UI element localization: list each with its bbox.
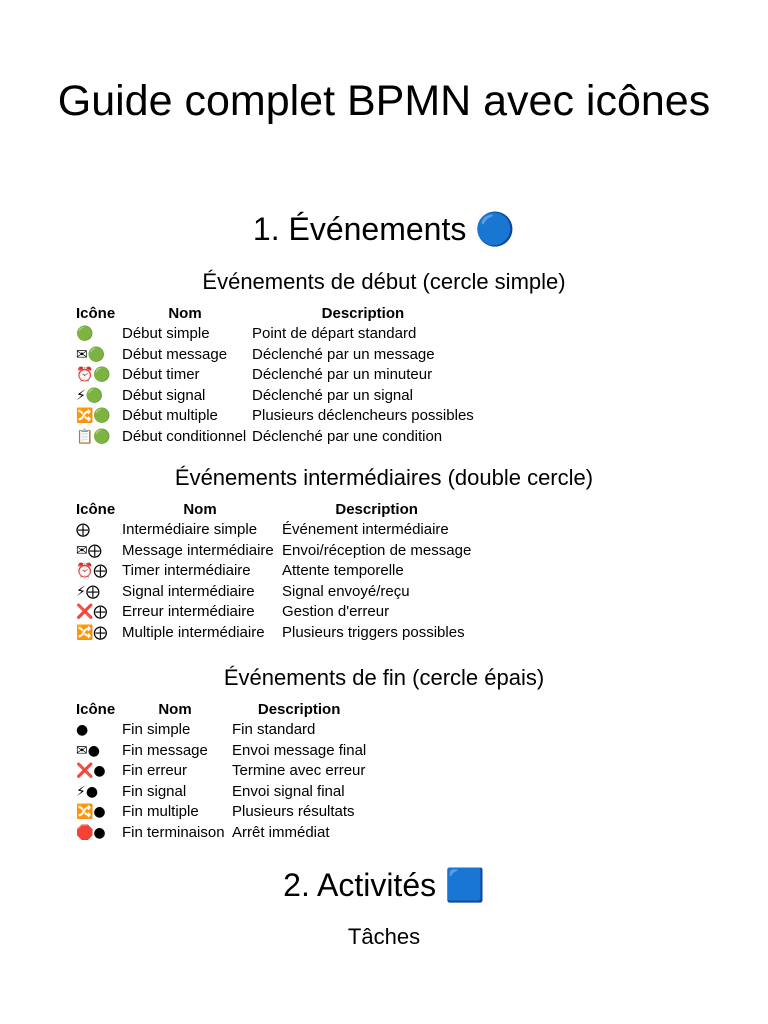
table-row (74, 386, 476, 407)
event-name: Début timer (122, 366, 200, 384)
table-row (74, 406, 476, 427)
document-title: Guide complet BPMN avec icônes (57, 77, 711, 125)
event-description: Envoi signal final (232, 782, 345, 800)
conditional-start-icon: 📋🟢 (76, 428, 111, 445)
table-row (74, 602, 473, 623)
event-name: Fin message (122, 741, 208, 759)
event-description: Envoi/réception de message (282, 541, 472, 559)
section-heading-activities: 2. Activités 🟦 (283, 867, 485, 903)
event-description: Déclenché par une condition (252, 427, 443, 445)
event-name: Multiple intermédiaire (122, 623, 265, 641)
event-name: Début conditionnel (122, 427, 247, 445)
event-name: Fin signal (122, 782, 187, 800)
event-name: Fin multiple (122, 803, 199, 821)
start-events-table (74, 304, 476, 448)
message-intermediate-icon: ✉⨁ (76, 542, 102, 559)
signal-end-icon: ⚡● (76, 783, 99, 800)
table-row (74, 345, 476, 366)
event-description: Envoi message final (232, 741, 367, 759)
event-description: Attente temporelle (282, 562, 404, 580)
multiple-intermediate-icon: 🔀⨁ (76, 624, 108, 641)
table-header-row (74, 700, 368, 720)
event-description: Plusieurs résultats (232, 803, 355, 821)
message-end-icon: ✉● (76, 742, 100, 759)
event-name: Début message (122, 345, 228, 363)
signal-start-icon: ⚡🟢 (76, 387, 104, 404)
intermediate-events-table (74, 500, 473, 644)
column-header-description: Description (257, 701, 341, 718)
table-row (74, 541, 473, 562)
end-events-table (74, 700, 368, 844)
event-description: Point de départ standard (252, 325, 417, 342)
event-description: Signal envoyé/reçu (282, 582, 410, 600)
column-header-description: Description (321, 305, 405, 322)
event-description: Plusieurs déclencheurs possibles (252, 407, 474, 425)
event-name: Intermédiaire simple (122, 521, 258, 538)
event-name: Début simple (122, 325, 210, 342)
event-name: Début signal (122, 386, 206, 404)
table-heading-end-events: Événements de fin (cercle épais) (223, 665, 545, 690)
column-header-icon: Icône (76, 501, 116, 518)
end-event-icon: ● (76, 722, 89, 738)
event-name: Timer intermédiaire (122, 562, 251, 580)
table-row (74, 802, 368, 823)
column-header-icon: Icône (76, 701, 116, 718)
table-header-row (74, 500, 473, 520)
table-row (74, 582, 473, 603)
column-header-name: Nom (183, 501, 217, 518)
table-row (74, 623, 473, 644)
event-name: Signal intermédiaire (122, 582, 255, 600)
table-heading-intermediate-events: Événements intermédiaires (double cercle) (174, 465, 594, 490)
event-description: Déclenché par un message (252, 345, 435, 363)
table-header-row (74, 304, 476, 324)
multiple-start-icon: 🔀🟢 (76, 408, 111, 425)
table-row (74, 427, 476, 448)
start-event-icon: 🟢 (76, 326, 94, 342)
event-name: Fin simple (122, 721, 191, 738)
event-description: Déclenché par un minuteur (252, 366, 433, 384)
event-name: Fin terminaison (122, 823, 225, 841)
table-row (74, 324, 476, 345)
column-header-name: Nom (158, 701, 192, 718)
event-name: Message intermédiaire (122, 541, 274, 559)
table-row (74, 782, 368, 803)
column-header-name: Nom (168, 305, 202, 322)
event-description: Déclenché par un signal (252, 386, 413, 404)
error-intermediate-icon: ❌⨁ (76, 604, 108, 621)
message-start-icon: ✉🟢 (76, 346, 106, 363)
table-row (74, 823, 368, 844)
event-description: Gestion d'erreur (282, 603, 390, 621)
event-name: Erreur intermédiaire (122, 603, 255, 621)
subsection-heading-tasks: Tâches (347, 924, 421, 949)
intermediate-event-icon: ⨁ (76, 522, 90, 538)
table-row (74, 761, 368, 782)
table-row (74, 365, 476, 386)
error-end-icon: ❌● (76, 763, 106, 780)
column-header-icon: Icône (76, 305, 116, 322)
timer-start-icon: ⏰🟢 (76, 367, 111, 384)
event-description: Arrêt immédiat (232, 823, 330, 841)
table-row (74, 520, 473, 541)
section-heading-events: 1. Événements 🔵 (252, 211, 516, 247)
table-heading-start-events: Événements de début (cercle simple) (202, 269, 566, 294)
terminate-end-icon: 🛑● (76, 824, 106, 841)
table-row (74, 720, 368, 741)
column-header-description: Description (335, 501, 418, 518)
event-name: Fin erreur (122, 762, 188, 780)
event-name: Début multiple (122, 407, 218, 425)
event-description: Événement intermédiaire (282, 521, 449, 538)
event-description: Plusieurs triggers possibles (282, 623, 465, 641)
event-description: Fin standard (232, 721, 316, 738)
table-row (74, 561, 473, 582)
event-description: Termine avec erreur (232, 762, 366, 780)
timer-intermediate-icon: ⏰⨁ (76, 563, 108, 580)
table-row (74, 741, 368, 762)
multiple-end-icon: 🔀● (76, 804, 106, 821)
signal-intermediate-icon: ⚡⨁ (76, 583, 100, 600)
